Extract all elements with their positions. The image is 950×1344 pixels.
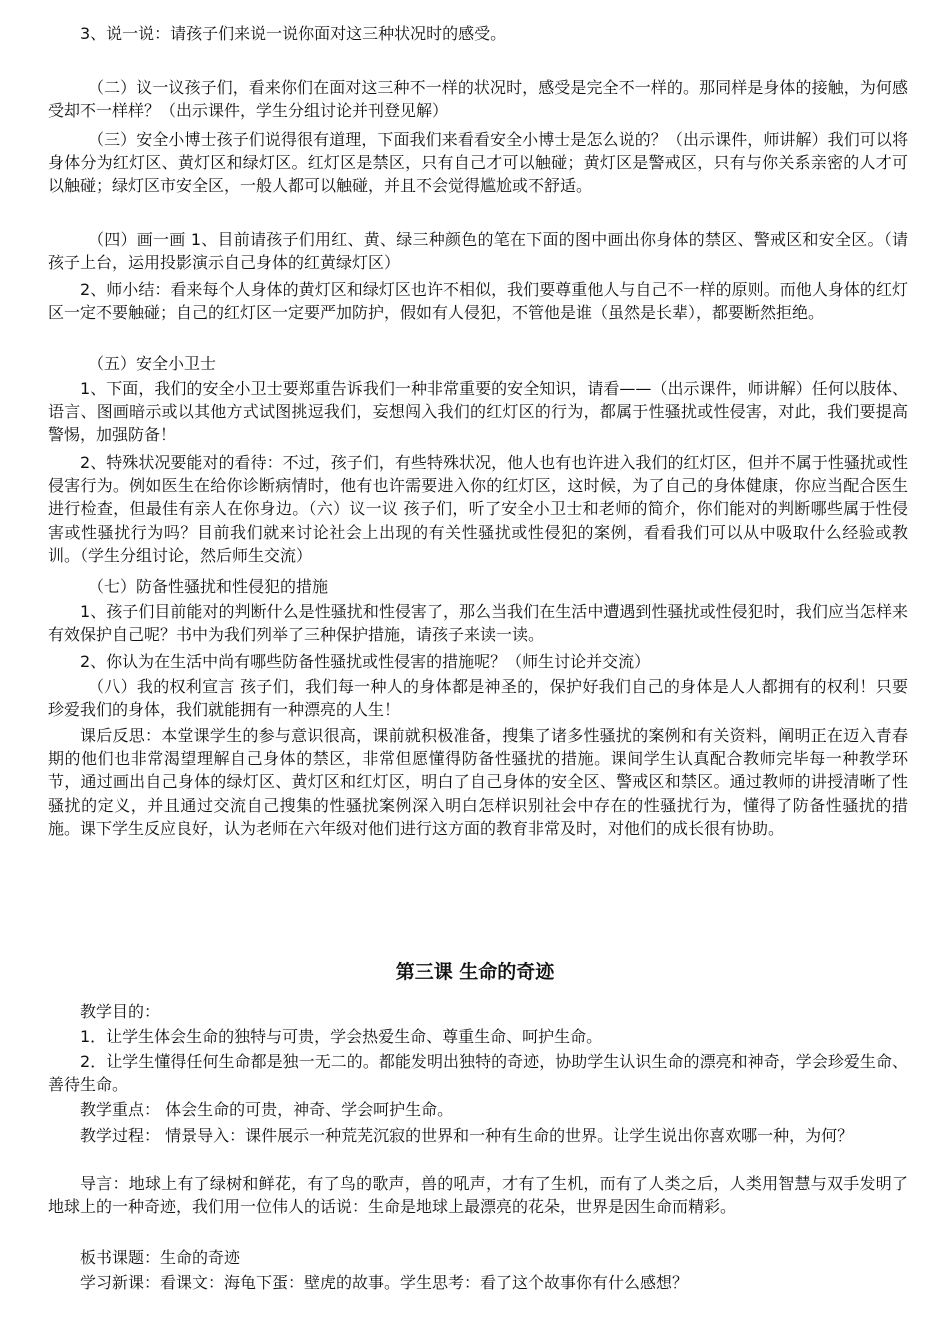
paragraph-section-2: （二）议一议孩子们，看来你们在面对这三种不一样的状况时，感受是完全不一样的。那同样是身体的接触，为何感受却不一样样？（出示课件，学生分组讨论并刊登见解） <box>48 78 908 121</box>
paragraph-teacher-summary: 2、师小结：看来每个人身体的黄灯区和绿灯区也许不相似，我们要尊重他人与自己不一样的原则。而他人身体的红灯区一定不要触碰；自己的红灯区一定要严加防护，假如有人侵犯，不管他是谁（虽然是长辈），都要断然拒绝。 <box>48 280 908 323</box>
paragraph-rights-declaration: （八）我的权利宣言 孩子们，我们每一种人的身体都是神圣的，保护好我们自己的身体是人人都拥有的权利！只要珍爱我们的身体，我们就能拥有一种漂亮的人生！ <box>48 677 908 720</box>
lesson-title: 第三课 生命的奇迹 <box>395 961 555 983</box>
paragraph-reflection: 课后反思：本堂课学生的参与意识很高，课前就积极准备，搜集了诸多性骚扰的案例和有关资料，阐明正在迈入青春期的他们也非常渴望理解自己身体的禁区，非常但愿懂得防备性骚扰的措施。课间学生认真配合教师完毕每一种教学环节，通过画出自己身体的绿灯区、黄灯区和红灯区，明白了自己身体的安全区、警戒区和禁区。通过教师的讲授清晰了性骚扰的定义，并且通过交流自己搜集的性骚扰案例深入明白怎样识别社会中存在的性骚扰行为，懂得了防备性骚扰的措施。课下学生反应良好，认为老师在六年级对他们进行这方面的教育非常及时，对他们的成长很有协助。 <box>48 726 908 838</box>
heading-section-7: （七）防备性骚扰和性侵犯的措施 <box>88 577 329 596</box>
teaching-process: 教学过程： 情景导入：课件展示一种荒芜沉寂的世界和一种有生命的世界。让学生说出你喜欢哪一种，为何？ <box>80 1126 854 1145</box>
new-lesson: 学习新课：看课文：海龟下蛋：壁虎的故事。学生思考：看了这个故事你有什么感想？ <box>80 1273 689 1292</box>
paragraph-section-3: （三）安全小博士孩子们说得很有道理，下面我们来看看安全小博士是怎么说的？（出示课件，师讲解）我们可以将身体分为红灯区、黄灯区和绿灯区。红灯区是禁区，只有自己才可以触碰；黄灯区是警戒区，只有与你关系亲密的人才可以触碰；绿灯区市安全区，一般人都可以触碰，并且不会觉得尴尬或不舒适。 <box>48 130 908 196</box>
objective-item: 1．让学生体会生命的独特与可贵，学会热爱生命、尊重生命、呵护生命。 <box>80 1027 603 1046</box>
paragraph-discuss-feelings: 3、说一说：请孩子们来说一说你面对这三种状况时的感受。 <box>80 24 507 43</box>
paragraph-section-4: （四）画一画 1、目前请孩子们用红、黄、绿三种颜色的笔在下面的图中画出你身体的禁区、警戒区和安全区。（请孩子上台，运用投影演示自己身体的红黄绿灯区） <box>48 230 908 273</box>
heading-section-5: （五）安全小卫士 <box>88 354 217 373</box>
objective-item: 2．让学生懂得任何生命都是独一无二的。都能发明出独特的奇迹，协助学生认识生命的漂亮和神奇，学会珍爱生命、善待生命。 <box>48 1052 908 1095</box>
paragraph-protection-measures: 1、孩子们目前能对的判断什么是性骚扰和性侵害了，那么当我们在生活中遭遇到性骚扰或性侵犯时，我们应当怎样来有效保护自己呢？书中为我们列举了三种保护措施，请孩子来读一读。 <box>48 602 908 645</box>
paragraph-safety-guard: 1、下面，我们的安全小卫士要郑重告诉我们一种非常重要的安全知识，请看——（出示课件，师讲解）任何以肢体、语言、图画暗示或以其他方式试图挑逗我们，妄想闯入我们的红灯区的行为，都属于性骚扰或性侵害，对此，我们要提高警惕，加强防备！ <box>48 379 908 445</box>
introduction: 导言：地球上有了绿树和鲜花，有了鸟的歌声，兽的吼声，才有了生机，而有了人类之后，人类用智慧与双手发明了地球上的一种奇迹，我们用一位伟人的话说：生命是地球上最漂亮的花朵，世界是因生命而精彩。 <box>48 1174 908 1217</box>
objectives-heading: 教学目的： <box>80 1002 161 1021</box>
board-title: 板书课题：生命的奇迹 <box>80 1248 241 1267</box>
paragraph-special-cases: 2、特殊状况要能对的看待：不过，孩子们，有些特殊状况，他人也有也许进入我们的红灯区，但并不属于性骚扰或性侵害行为。例如医生在给你诊断病情时，他有也许需要进入你的红灯区，这时候，为了自己的身体健康，你应当配合医生进行检查，但最佳有亲人在你身边。（六）议一议 孩子们，听了安全小卫士和老师的简介，你们能对的判断哪些属于性侵害或性骚扰行为吗？目前我们就来讨论社会上出现的有关性骚扰或性侵犯的案例，看看我们可以从中吸取什么经验或教训。（学生分组讨论，然后师生交流） <box>48 453 908 565</box>
key-point: 教学重点： 体会生命的可贵，神奇、学会呵护生命。 <box>80 1100 454 1119</box>
paragraph-prevention-discussion: 2、你认为在生活中尚有哪些防备性骚扰或性侵害的措施呢？（师生讨论并交流） <box>80 652 651 671</box>
